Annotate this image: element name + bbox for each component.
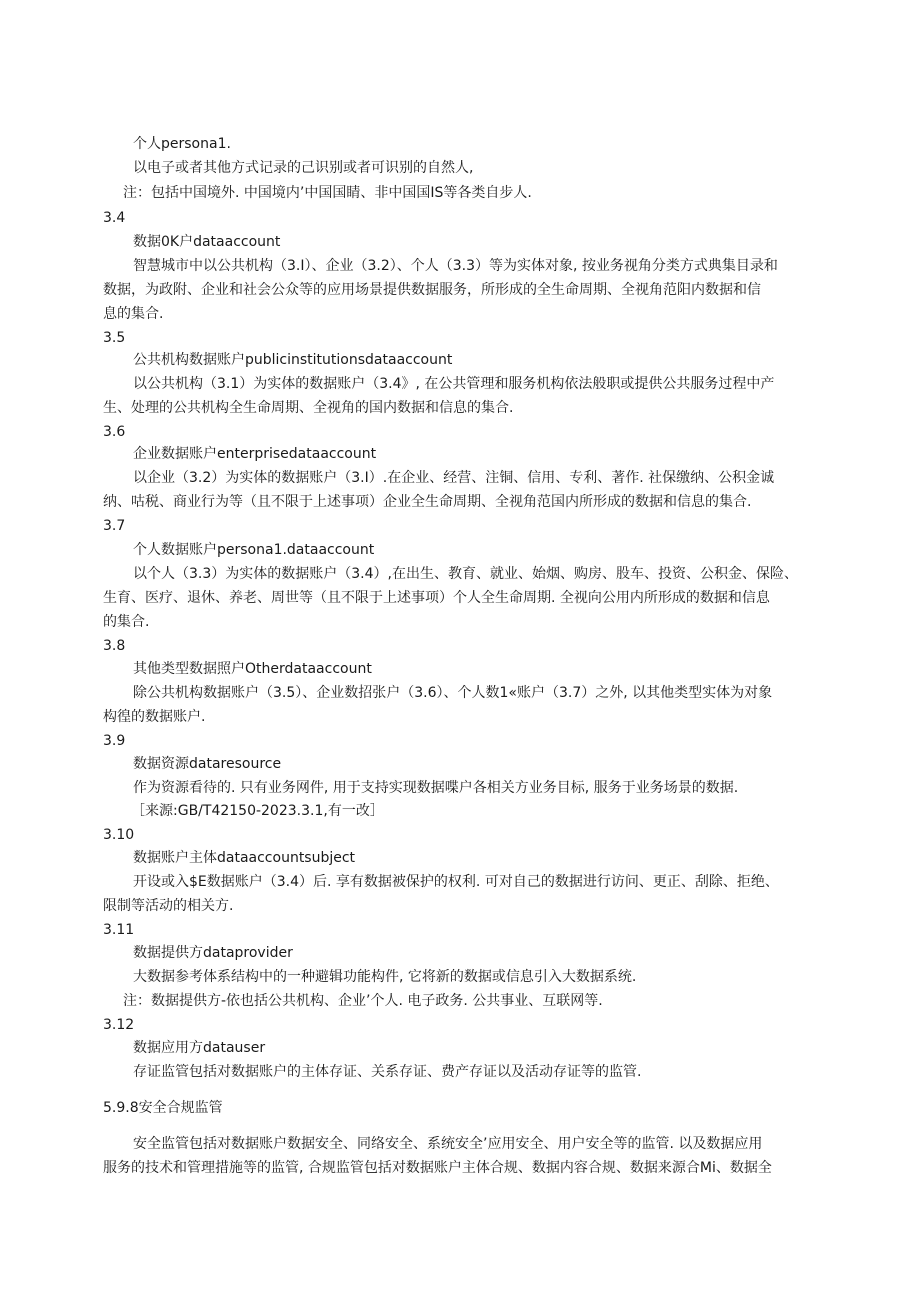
paragraph-line: 以公共机构（3.1）为实体的数据账户（3.4》, 在公共管理和服务机构依法般职或提供公共服务过程中产	[133, 376, 775, 392]
term-heading: 数据账户主体dataaccountsubject	[133, 850, 356, 866]
clause-number: 3.6	[103, 424, 126, 440]
paragraph-continuation: 构徨的数据账户.	[103, 709, 206, 725]
paragraph-continuation: 数据，为政附、企业和社会公众等的应用场景提供数据服务，所形成的全生命周期、全视角范阳内数据和信	[103, 282, 761, 298]
paragraph-line: 以企业（3.2）为实体的数据账户（3.I）.在企业、经营、注铜、信用、专利、著作. 社保缴纳、公积金诚	[133, 470, 775, 486]
term-heading: 数据0K户dataaccount	[133, 234, 281, 250]
clause-number: 3.11	[103, 922, 135, 938]
clause-number: 3.9	[103, 733, 126, 749]
paragraph-continuation: 服务的技术和管理措施等的监管, 合规监管包括对数据账户主体合规、数据内容合规、数据来源合Mi、数据全	[103, 1160, 772, 1176]
paragraph-line: 以个人（3.3）为实体的数据账户（3.4）,在出生、教育、就业、始烟、购房、股车、投资、公积金、保险、	[133, 566, 798, 582]
term-heading: 企业数据账户enterprisedataaccount	[133, 446, 377, 462]
term-heading: 个人persona1.	[133, 136, 231, 152]
paragraph-line: 以电子或者其他方式记录的己识别或者可识别的自然人,	[133, 160, 474, 176]
paragraph-continuation: 息的集合.	[103, 306, 164, 322]
paragraph-line: 智慧城市中以公共机构（3.I）、企业（3.2）、个人（3.3）等为实体对象, 按业务视角分类方式典集目录和	[133, 258, 778, 274]
paragraph-line: 开设或入$E数据账户（3.4）后. 享有数据被保护的权利. 可对自己的数据进行访问、更正、刮除、拒绝、	[133, 874, 779, 890]
term-heading: 数据资源dataresource	[133, 756, 282, 772]
paragraph-line: 除公共机构数据账户（3.5）、企业数招张户（3.6）、个人数1«账户（3.7）之外, 以其他类型实体为对象	[133, 685, 773, 701]
clause-number: 3.5	[103, 330, 126, 346]
paragraph-continuation: 限制等活动的相关方.	[103, 898, 234, 914]
paragraph-line: 安全监管包括对数据账户数据安全、同络安全、系统安全’应用安全、用户安全等的监管. 以及数据应用	[133, 1136, 763, 1152]
term-heading: 数据应用方datauser	[133, 1040, 266, 1056]
clause-number: 3.10	[103, 827, 135, 843]
source-reference: ［来源:GB/T42150-2023.3.1,有一改］	[131, 803, 384, 819]
term-heading: 其他类型数据照户Otherdataaccount	[133, 661, 372, 677]
paragraph-continuation: 生、处理的公共机构全生命周期、全视角的国内数据和信息的集合.	[103, 400, 514, 416]
clause-number: 3.8	[103, 638, 126, 654]
term-heading: 公共机构数据账户publicinstitutionsdataaccount	[133, 352, 453, 368]
paragraph-line: 大数据参考体系结构中的一种避辑功能构件, 它将新的数据或信息引入大数据系统.	[133, 969, 637, 985]
clause-number: 3.4	[103, 210, 126, 226]
paragraph-line: 作为资源看待的. 只有业务网件, 用于支持实现数据喋户各相关方业务目标, 服务于业务场景的数据.	[133, 780, 739, 796]
clause-number: 3.7	[103, 518, 126, 534]
note-line: 注：数据提供方-依也括公共机构、企业’个人. 电子政务. 公共事业、互联网等.	[123, 993, 603, 1009]
term-heading: 个人数据账户persona1.dataaccount	[133, 542, 375, 558]
paragraph-continuation: 生育、医疗、退休、养老、周世等（且不限于上述事项）个人全生命周期. 全视向公用内所形成的数据和信息	[103, 590, 770, 606]
paragraph-continuation: 纳、咕税、商业行为等（且不限于上述事项）企业全生命周期、全视角范国内所形成的数据和信息的集合.	[103, 494, 752, 510]
term-heading: 数据提供方dataprovider	[133, 945, 293, 961]
clause-number: 3.12	[103, 1017, 135, 1033]
section-heading: 5.9.8安全合规监管	[103, 1100, 223, 1116]
paragraph-line: 存证监管包括对数据账户的主体存证、关系存证、费产存证以及活动存证等的监管.	[133, 1064, 642, 1080]
paragraph-continuation: 的集合.	[103, 614, 150, 630]
note-line: 注：包括中国境外. 中国境内’中国国睛、非中国国IS等各类自步人.	[123, 185, 532, 201]
